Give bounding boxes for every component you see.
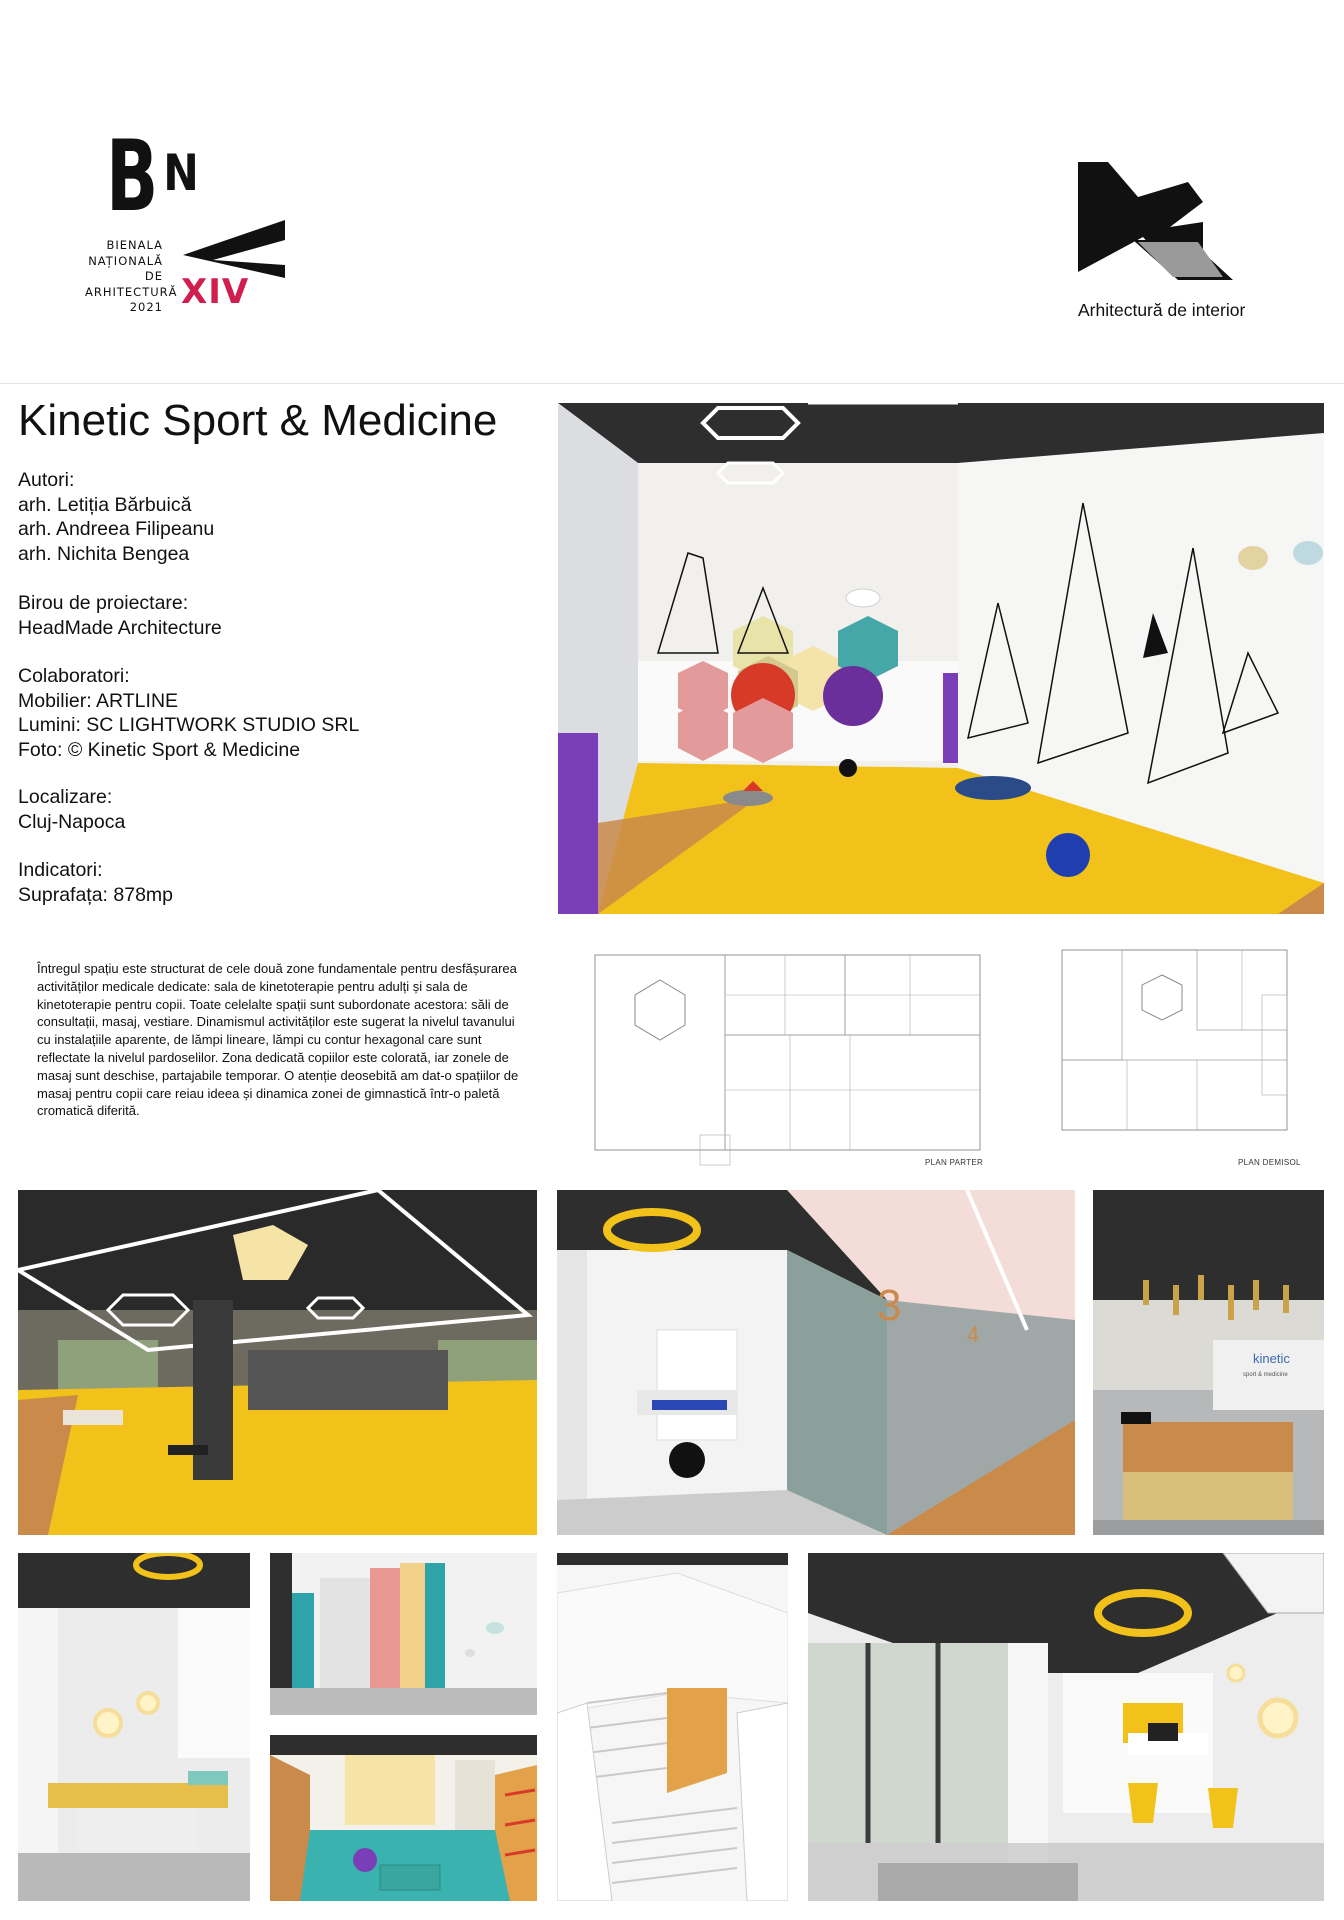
plan-ground-floor	[590, 940, 990, 1170]
collaborator-item: Mobilier: ARTLINE	[18, 689, 179, 712]
reception-sign-sub: sport & medicine	[1243, 1372, 1288, 1378]
bna-letter-b: B	[106, 118, 159, 234]
photo-kids-gym	[558, 403, 1324, 914]
collaborators-block	[18, 664, 359, 762]
location-value: Cluj-Napoca	[18, 810, 126, 833]
bna-line: 2021	[129, 300, 163, 314]
author-item: arh. Andreea Filipeanu	[18, 518, 215, 540]
bna-letter-n: N	[163, 143, 199, 202]
section-caption: Arhitectură de interior	[1078, 300, 1246, 320]
author-item: arh. Nichita Bengea	[18, 542, 190, 565]
collaborator-item: Lumini: SC LIGHTWORK STUDIO SRL	[18, 714, 360, 736]
project-title: Kinetic Sport & Medicine	[18, 396, 498, 445]
photo-reception	[1093, 1190, 1324, 1535]
office-label: Birou de proiectare:	[18, 592, 189, 614]
bna-line: DE	[144, 269, 163, 283]
bna-line: ARHITECTURĂ	[85, 284, 178, 299]
indicator-item: Suprafața: 878mp	[18, 883, 174, 906]
bna-logo	[85, 110, 300, 345]
collaborators-label: Colaboratori:	[18, 665, 130, 687]
plan-basement-label: PLAN DEMISOL	[1238, 1158, 1301, 1167]
location-block	[18, 785, 125, 834]
indicators-block	[18, 858, 173, 907]
office-value: HeadMade Architecture	[18, 616, 222, 639]
authors-block	[18, 468, 214, 566]
bna-letter-a	[183, 220, 285, 278]
office-block	[18, 591, 222, 640]
photo-consultation-room	[808, 1553, 1324, 1901]
collaborator-item: Foto: © Kinetic Sport & Medicine	[18, 738, 301, 761]
bna-edition: XIV	[181, 272, 250, 312]
bna-line: NAȚIONALĂ	[88, 253, 163, 268]
photo-changing-room	[270, 1553, 537, 1715]
photo-adult-gym	[18, 1190, 537, 1535]
reception-sign-brand: kinetic	[1253, 1351, 1290, 1366]
author-item: arh. Letiția Bărbuică	[18, 493, 192, 516]
authors-label: Autori:	[18, 469, 75, 491]
bna-text-block	[85, 238, 178, 316]
photo-kids-massage	[270, 1735, 537, 1901]
bna-line: BIENALA	[106, 238, 163, 252]
plan-ground-label: PLAN PARTER	[925, 1158, 984, 1167]
header-divider	[0, 383, 1344, 384]
door-number: 3	[877, 1281, 902, 1330]
indicators-label: Indicatori:	[18, 859, 103, 881]
photo-staircase	[557, 1553, 788, 1901]
photo-massage-room	[18, 1553, 250, 1901]
photo-corridor	[557, 1190, 1075, 1535]
location-label: Localizare:	[18, 786, 113, 808]
project-description: Întregul spațiu este structurat de cele două zone fundamentale pentru desfășurarea activităților medicale dedicate: sala de kinetoterapie pentru adulți și sala de kinetoterapie pentru copii. Toate celelalte spații sunt subordonate acestora: săli de consultații, masaj, vestiare. Dinamismul activităților este sugerat la nivelul tavanului cu instalațiile aparente, de lămpi lineare, lămpi cu contur hexagonal care sunt reflectate la nivelul pardoselilor. Zona dedicată copiilor este colorată, iar zonele de masaj sunt deschise, partajabile temporar. O atenție deosebită am dat-o spațiilor de masaj pentru copii care reiau ideea și dinamica zonei de gimnastică într-o paletă cromatică diferită.	[37, 961, 519, 1119]
plan-basement	[1037, 935, 1302, 1170]
door-number: 4	[967, 1322, 980, 1347]
